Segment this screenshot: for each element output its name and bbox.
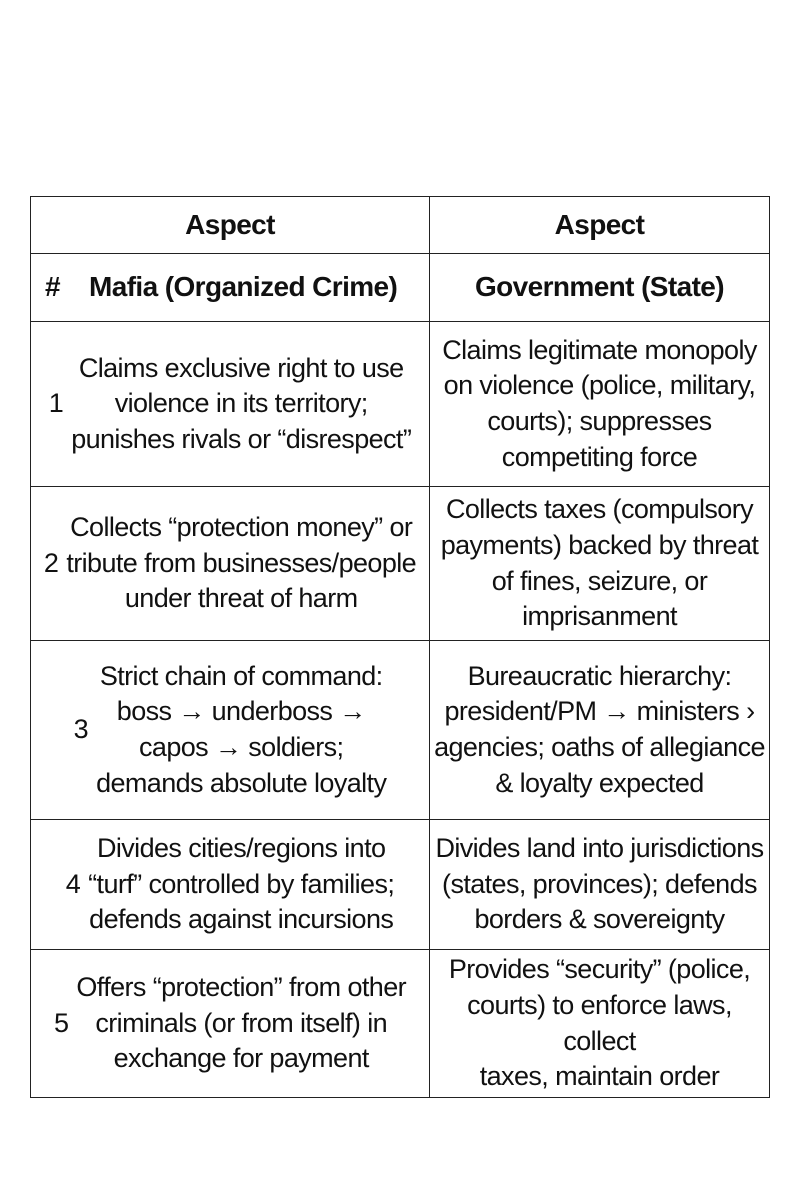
row-number: 5 bbox=[53, 1007, 69, 1038]
row-number: 3 bbox=[73, 714, 89, 745]
mafia-cell bbox=[31, 487, 430, 640]
government-text: Collects taxes (compulsory payments) backed by threat of fines, seizure, or imprisanment bbox=[440, 494, 759, 632]
mafia-text: Claims exclusive right to use violence in its territory; punishes rivals or “disrespect” bbox=[71, 352, 412, 454]
column-title-government: Government (State) bbox=[474, 271, 725, 303]
number-symbol: # bbox=[45, 271, 60, 303]
government-text: Divides land into jurisdictions (states, provinces); defends borders & sovereignty bbox=[435, 833, 764, 935]
mafia-cell bbox=[31, 322, 430, 486]
column-title-row bbox=[31, 253, 769, 321]
government-cell bbox=[430, 641, 769, 819]
comparison-table bbox=[30, 196, 770, 1098]
mafia-cell bbox=[31, 950, 430, 1097]
header-row bbox=[31, 197, 769, 253]
row-number: 2 bbox=[43, 547, 59, 578]
government-cell bbox=[430, 322, 769, 486]
header-aspect-right: Aspect bbox=[554, 208, 645, 240]
government-text: Claims legitimate monopoly on violence (police, military, courts); suppresses competiting force bbox=[442, 334, 757, 472]
mafia-text: Offers “protection” from other criminals (or from itself) in exchange for payment bbox=[76, 972, 407, 1074]
row-number: 1 bbox=[48, 388, 64, 419]
header-aspect-left: Aspect bbox=[31, 197, 430, 253]
table-row bbox=[31, 949, 769, 1097]
table-row bbox=[31, 321, 769, 486]
column-title-mafia-cell bbox=[31, 254, 430, 321]
row-number: 4 bbox=[65, 868, 81, 899]
government-text: Provides “security” (police, courts) to enforce laws, collect taxes, maintain order bbox=[448, 954, 751, 1092]
column-title-mafia: Mafia (Organized Crime) bbox=[89, 271, 398, 303]
table-row bbox=[31, 486, 769, 640]
government-cell bbox=[430, 487, 769, 640]
government-cell bbox=[430, 820, 769, 949]
mafia-cell bbox=[31, 641, 430, 819]
government-text: Bureaucratic hierarchy: president/PM → ministers › agencies; oaths of allegiance & loyalty expected bbox=[434, 660, 765, 798]
mafia-text: Divides cities/regions into “turf” controlled by families; defends against incursions bbox=[88, 833, 395, 935]
table-row bbox=[31, 640, 769, 819]
government-cell bbox=[430, 950, 769, 1097]
mafia-text: Strict chain of command: boss → underboss → capos → soldiers; demands absolute loyalty bbox=[96, 660, 387, 798]
mafia-text: Collects “protection money” or tribute from businesses/people under threat of harm bbox=[66, 512, 417, 614]
table-row bbox=[31, 819, 769, 949]
mafia-cell bbox=[31, 820, 430, 949]
